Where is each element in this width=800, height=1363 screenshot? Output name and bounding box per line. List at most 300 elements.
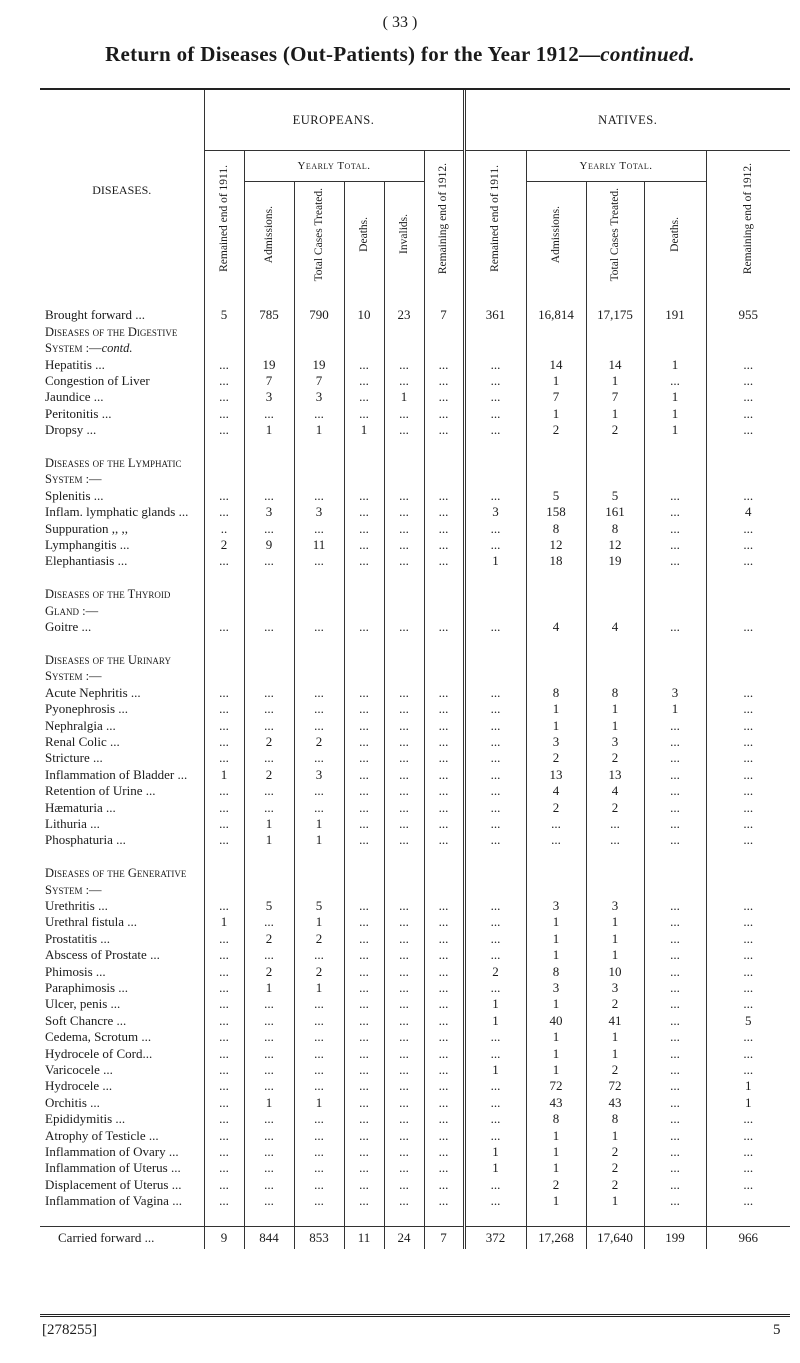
table-cell: ...: [244, 996, 294, 1012]
table-cell: 1: [526, 701, 586, 717]
table-cell: [644, 603, 706, 619]
table-cell: ...: [424, 1160, 464, 1176]
table-cell: ...: [294, 1013, 344, 1029]
table-cell: 1: [294, 832, 344, 848]
disease-label: [40, 898, 204, 914]
table-cell: 1: [526, 1046, 586, 1062]
table-cell: ...: [464, 521, 526, 537]
table-cell: ...: [424, 800, 464, 816]
table-cell: [344, 340, 384, 356]
eu-remaining-label: Remaining end of 1912.: [437, 163, 450, 275]
table-cell: ...: [743, 930, 754, 946]
table-cell: 9: [244, 537, 294, 553]
table-cell: [644, 635, 706, 651]
disease-label: [40, 1177, 204, 1193]
table-cell: ...: [344, 1111, 384, 1127]
table-cell: [464, 865, 526, 881]
table-row: [40, 1095, 790, 1111]
disease-label: [40, 406, 204, 422]
table-cell: ...: [204, 996, 244, 1012]
table-cell: [706, 570, 790, 586]
table-cell: [244, 291, 294, 307]
table-row: [40, 1029, 790, 1045]
table-cell: [464, 635, 526, 651]
table-row: [40, 1160, 790, 1176]
table-cell: ...: [464, 1111, 526, 1127]
table-cell: 8: [586, 521, 644, 537]
table-cell: ...: [344, 816, 384, 832]
table-cell: ...: [743, 537, 754, 553]
table-cell: ...: [344, 373, 384, 389]
table-cell: [464, 455, 526, 471]
table-cell: 2: [526, 800, 586, 816]
table-cell: ...: [344, 1177, 384, 1193]
table-cell: 1: [526, 1128, 586, 1144]
table-cell: [706, 586, 790, 602]
table-cell: ...: [464, 1177, 526, 1193]
table-cell: ...: [464, 619, 526, 635]
table-cell: 853: [294, 1227, 344, 1250]
table-cell: ...: [204, 619, 244, 635]
disease-label: [40, 1029, 204, 1045]
table-cell: [294, 635, 344, 651]
table-cell: [586, 865, 644, 881]
table-cell: 11: [294, 537, 344, 553]
table-cell: ...: [743, 832, 754, 848]
table-cell: 1: [294, 1095, 344, 1111]
table-cell: ...: [204, 718, 244, 734]
table-cell: ...: [424, 1029, 464, 1045]
row-label-text: Jaundice ...: [45, 389, 104, 405]
table-cell: ...: [204, 422, 244, 438]
table-cell: [464, 586, 526, 602]
table-cell: ...: [384, 898, 424, 914]
table-cell: [424, 635, 464, 651]
disease-label: [40, 1013, 204, 1029]
table-row: [40, 783, 790, 799]
title-continued: continued.: [600, 42, 695, 66]
disease-label: [40, 324, 204, 340]
table-cell: 1: [644, 389, 706, 405]
table-row: [40, 996, 790, 1012]
table-cell: ...: [204, 947, 244, 963]
row-label-text: Phimosis ...: [45, 963, 106, 979]
table-cell: ...: [424, 1128, 464, 1144]
row-label-text: Varicocele ...: [45, 1062, 113, 1078]
table-cell: ...: [464, 422, 526, 438]
table-cell: ...: [384, 832, 424, 848]
row-label-text: Brought forward ...: [45, 307, 146, 323]
row-label-text: Diseases of the Lymphatic: [45, 456, 182, 471]
table-cell: 18: [526, 553, 586, 569]
table-cell: [344, 849, 384, 865]
table-cell: [384, 455, 424, 471]
table-cell: [244, 882, 294, 898]
table-cell: [644, 1210, 706, 1227]
table-cell: ...: [244, 619, 294, 635]
table-cell: 2: [294, 964, 344, 980]
table-cell: ...: [644, 800, 706, 816]
table-cell: ...: [743, 750, 754, 766]
table-cell: [294, 603, 344, 619]
table-cell: ...: [384, 1111, 424, 1127]
table-cell: ...: [464, 373, 526, 389]
row-label-text: Soft Chancre ...: [45, 1012, 127, 1028]
table-cell: ...: [644, 1046, 706, 1062]
disease-label: [40, 980, 204, 996]
table-cell: ...: [743, 1127, 754, 1143]
row-label-text: Urethritis ...: [45, 897, 108, 913]
table-cell: [244, 652, 294, 668]
row-label-text: Hydrocele ...: [45, 1078, 113, 1094]
row-label-text: Inflammation of Ovary ...: [45, 1144, 179, 1160]
table-cell: 1: [526, 1029, 586, 1045]
table-cell: ...: [644, 734, 706, 750]
table-cell: 8: [526, 1111, 586, 1127]
table-cell: ...: [294, 783, 344, 799]
table-cell: 1: [464, 1013, 526, 1029]
table-cell: 2: [204, 537, 244, 553]
table-cell: 1: [204, 914, 244, 930]
table-cell: ...: [743, 1111, 754, 1127]
table-cell: ...: [204, 504, 244, 520]
table-cell: ...: [743, 766, 754, 782]
table-row: [40, 1062, 790, 1078]
table-cell: [464, 603, 526, 619]
table-cell: ...: [526, 816, 586, 832]
table-cell: 955: [738, 307, 759, 323]
table-cell: [294, 324, 344, 340]
row-label-text: Abscess of Prostate ...: [45, 947, 160, 963]
table-cell: ...: [244, 1013, 294, 1029]
disease-label: [40, 668, 204, 684]
table-cell: [526, 586, 586, 602]
table-cell: [244, 849, 294, 865]
table-cell: ...: [743, 963, 754, 979]
table-cell: ...: [294, 1046, 344, 1062]
table-cell: ...: [204, 406, 244, 422]
table-cell: ...: [204, 1128, 244, 1144]
europeans-header: EUROPEANS.: [204, 90, 464, 151]
table-cell: 3: [464, 504, 526, 520]
table-cell: [706, 635, 790, 651]
table-cell: ...: [644, 947, 706, 963]
table-cell: 72: [586, 1078, 644, 1094]
disease-label: [40, 340, 204, 356]
table-cell: 1: [526, 1144, 586, 1160]
table-cell: ...: [204, 685, 244, 701]
table-cell: 3: [586, 898, 644, 914]
table-cell: ...: [644, 1144, 706, 1160]
bottom-rule: [40, 1314, 790, 1317]
table-cell: ...: [384, 980, 424, 996]
table-cell: ...: [294, 1177, 344, 1193]
na-deaths-header: [644, 182, 706, 292]
table-cell: 3: [586, 980, 644, 996]
table-cell: ..: [204, 521, 244, 537]
table-cell: ...: [424, 783, 464, 799]
row-label-text: Ulcer, penis ...: [45, 996, 121, 1012]
table-cell: ...: [424, 406, 464, 422]
section-heading-row: [40, 652, 790, 668]
table-cell: [244, 471, 294, 487]
table-row: [40, 357, 790, 373]
table-cell: [526, 340, 586, 356]
table-cell: 13: [586, 767, 644, 783]
table-row: [40, 1111, 790, 1127]
table-cell: ...: [464, 947, 526, 963]
table-cell: [644, 455, 706, 471]
eu-remained-header: [204, 151, 244, 292]
table-cell: ...: [344, 898, 384, 914]
table-cell: ...: [384, 553, 424, 569]
table-cell: [424, 291, 464, 307]
table-cell: ...: [344, 521, 384, 537]
table-cell: [526, 849, 586, 865]
eu-admissions-label: Admissions.: [262, 205, 275, 263]
row-label-text: Cedema, Scrotum ...: [45, 1029, 152, 1045]
table-body: [40, 291, 790, 1249]
table-cell: 3: [526, 734, 586, 750]
table-cell: ...: [743, 1045, 754, 1061]
table-cell: ...: [424, 767, 464, 783]
table-cell: ...: [743, 487, 754, 503]
table-cell: 1: [526, 1193, 586, 1209]
table-cell: ...: [743, 799, 754, 815]
table-cell: [294, 570, 344, 586]
disease-label: [40, 685, 204, 701]
table-cell: 17,175: [586, 307, 644, 323]
table-cell: [586, 882, 644, 898]
table-cell: 3: [644, 685, 706, 701]
table-cell: 191: [644, 307, 706, 323]
row-label-text: Nephralgia ...: [45, 717, 116, 733]
table-cell: [204, 635, 244, 651]
table-cell: 5: [294, 898, 344, 914]
disease-label: [40, 307, 204, 323]
table-cell: 1: [586, 914, 644, 930]
table-cell: 790: [294, 307, 344, 323]
table-cell: [526, 635, 586, 651]
table-cell: [294, 291, 344, 307]
table-cell: 1: [244, 816, 294, 832]
table-cell: ...: [204, 783, 244, 799]
table-cell: ...: [344, 406, 384, 422]
eu-invalids-header: [384, 182, 424, 292]
table-cell: ...: [644, 488, 706, 504]
table-cell: ...: [344, 619, 384, 635]
table-cell: [244, 455, 294, 471]
table-cell: [586, 586, 644, 602]
total-row: [40, 1227, 790, 1250]
table-cell: 43: [586, 1095, 644, 1111]
table-cell: [294, 439, 344, 455]
section-heading-row: [40, 865, 790, 881]
table-cell: ...: [424, 734, 464, 750]
table-cell: [204, 652, 244, 668]
table-row: [40, 734, 790, 750]
disease-label: [40, 816, 204, 832]
table-row: [40, 1078, 790, 1094]
row-label-text: Paraphimosis ...: [45, 979, 129, 995]
table-cell: ...: [644, 767, 706, 783]
disease-label: [40, 947, 204, 963]
table-cell: ...: [244, 1144, 294, 1160]
table-cell: [586, 603, 644, 619]
table-cell: [294, 849, 344, 865]
table-cell: 8: [586, 1111, 644, 1127]
table-cell: 1: [244, 980, 294, 996]
table-cell: ...: [644, 1128, 706, 1144]
table-cell: 5: [526, 488, 586, 504]
table-cell: [384, 882, 424, 898]
table-cell: ...: [384, 1160, 424, 1176]
table-cell: ...: [464, 1193, 526, 1209]
table-cell: ...: [344, 832, 384, 848]
disease-label: [40, 800, 204, 816]
table-cell: [384, 1210, 424, 1227]
table-cell: ...: [294, 996, 344, 1012]
table-cell: ...: [464, 701, 526, 717]
table-cell: ...: [294, 1193, 344, 1209]
disease-label: [40, 718, 204, 734]
table-cell: 2: [464, 964, 526, 980]
table-row: [40, 800, 790, 816]
table-cell: ...: [204, 1013, 244, 1029]
table-cell: ...: [244, 947, 294, 963]
table-cell: [586, 668, 644, 684]
table-cell: ...: [644, 783, 706, 799]
disease-label: [40, 882, 204, 898]
table-cell: ...: [424, 1095, 464, 1111]
table-cell: ...: [464, 734, 526, 750]
table-cell: 12: [526, 537, 586, 553]
section-heading-row: [40, 668, 790, 684]
table-cell: ...: [644, 996, 706, 1012]
table-cell: 1: [586, 406, 644, 422]
table-cell: ...: [743, 373, 754, 389]
row-label-text: Diseases of the Urinary: [45, 652, 171, 667]
table-cell: ...: [204, 701, 244, 717]
table-cell: 1: [586, 931, 644, 947]
table-cell: ...: [384, 1095, 424, 1111]
table-row: [40, 980, 790, 996]
table-cell: 785: [244, 307, 294, 323]
table-row: [40, 931, 790, 947]
table-cell: ...: [743, 619, 754, 635]
table-cell: [424, 570, 464, 586]
table-cell: ...: [644, 898, 706, 914]
table-cell: ...: [743, 701, 754, 717]
table-cell: 1: [464, 996, 526, 1012]
row-label-text: Goitre ...: [45, 619, 92, 635]
table-cell: ...: [204, 734, 244, 750]
table-cell: [424, 324, 464, 340]
table-cell: 4: [586, 619, 644, 635]
table-cell: [464, 652, 526, 668]
disease-label: [40, 1095, 204, 1111]
table-cell: [706, 882, 790, 898]
table-cell: 1: [294, 422, 344, 438]
table-row: [40, 767, 790, 783]
table-cell: [706, 652, 790, 668]
table-cell: ...: [424, 750, 464, 766]
row-label-text: Inflammation of Vagina ...: [45, 1193, 182, 1209]
table-cell: ...: [384, 718, 424, 734]
table-cell: ...: [464, 832, 526, 848]
spacer-row: [40, 1210, 790, 1227]
table-row: [40, 537, 790, 553]
table-cell: ...: [244, 685, 294, 701]
eu-total-cases-header: [294, 182, 344, 292]
table-cell: [244, 603, 294, 619]
table-cell: 2: [244, 931, 294, 947]
table-cell: ...: [384, 1128, 424, 1144]
table-cell: ...: [294, 1029, 344, 1045]
na-total-cases-label: Total Cases Treated.: [608, 187, 621, 281]
table-cell: ...: [384, 537, 424, 553]
na-total-cases-header: [586, 182, 644, 292]
table-cell: 1: [644, 406, 706, 422]
table-cell: ...: [344, 800, 384, 816]
table-cell: ...: [464, 898, 526, 914]
table-cell: ...: [204, 1095, 244, 1111]
table-cell: ...: [344, 1160, 384, 1176]
table-cell: [586, 635, 644, 651]
table-cell: ...: [644, 1062, 706, 1078]
table-cell: 7: [294, 373, 344, 389]
table-row: [40, 898, 790, 914]
table-cell: ...: [644, 832, 706, 848]
table-cell: [204, 668, 244, 684]
disease-label: [40, 373, 204, 389]
na-remained-header: [464, 151, 526, 292]
table-cell: ...: [424, 488, 464, 504]
table-cell: 23: [384, 307, 424, 323]
table-cell: ...: [644, 1111, 706, 1127]
table-cell: [586, 570, 644, 586]
spacer-row: [40, 849, 790, 865]
table-cell: [344, 668, 384, 684]
table-cell: ...: [344, 389, 384, 405]
table-cell: 3: [586, 734, 644, 750]
eu-deaths-header: [344, 182, 384, 292]
table-row: [40, 914, 790, 930]
table-cell: 361: [464, 307, 526, 323]
na-deaths-label: Deaths.: [668, 216, 681, 252]
disease-label: [40, 1193, 204, 1209]
section-heading-row: [40, 471, 790, 487]
table-cell: [384, 865, 424, 881]
table-cell: [464, 340, 526, 356]
table-cell: ...: [294, 553, 344, 569]
table-cell: [424, 603, 464, 619]
table-cell: ...: [204, 832, 244, 848]
table-cell: ...: [384, 1062, 424, 1078]
table-cell: ...: [204, 1193, 244, 1209]
table-cell: 10: [344, 307, 384, 323]
table-cell: ...: [344, 1029, 384, 1045]
table-cell: ...: [384, 1046, 424, 1062]
table-cell: ...: [344, 767, 384, 783]
diseases-header: DISEASES.: [40, 90, 204, 291]
table-cell: 1: [745, 1094, 752, 1110]
table-cell: ...: [294, 1128, 344, 1144]
table-cell: [464, 291, 526, 307]
table-cell: ...: [644, 1193, 706, 1209]
table-cell: ...: [244, 783, 294, 799]
table-cell: [204, 849, 244, 865]
